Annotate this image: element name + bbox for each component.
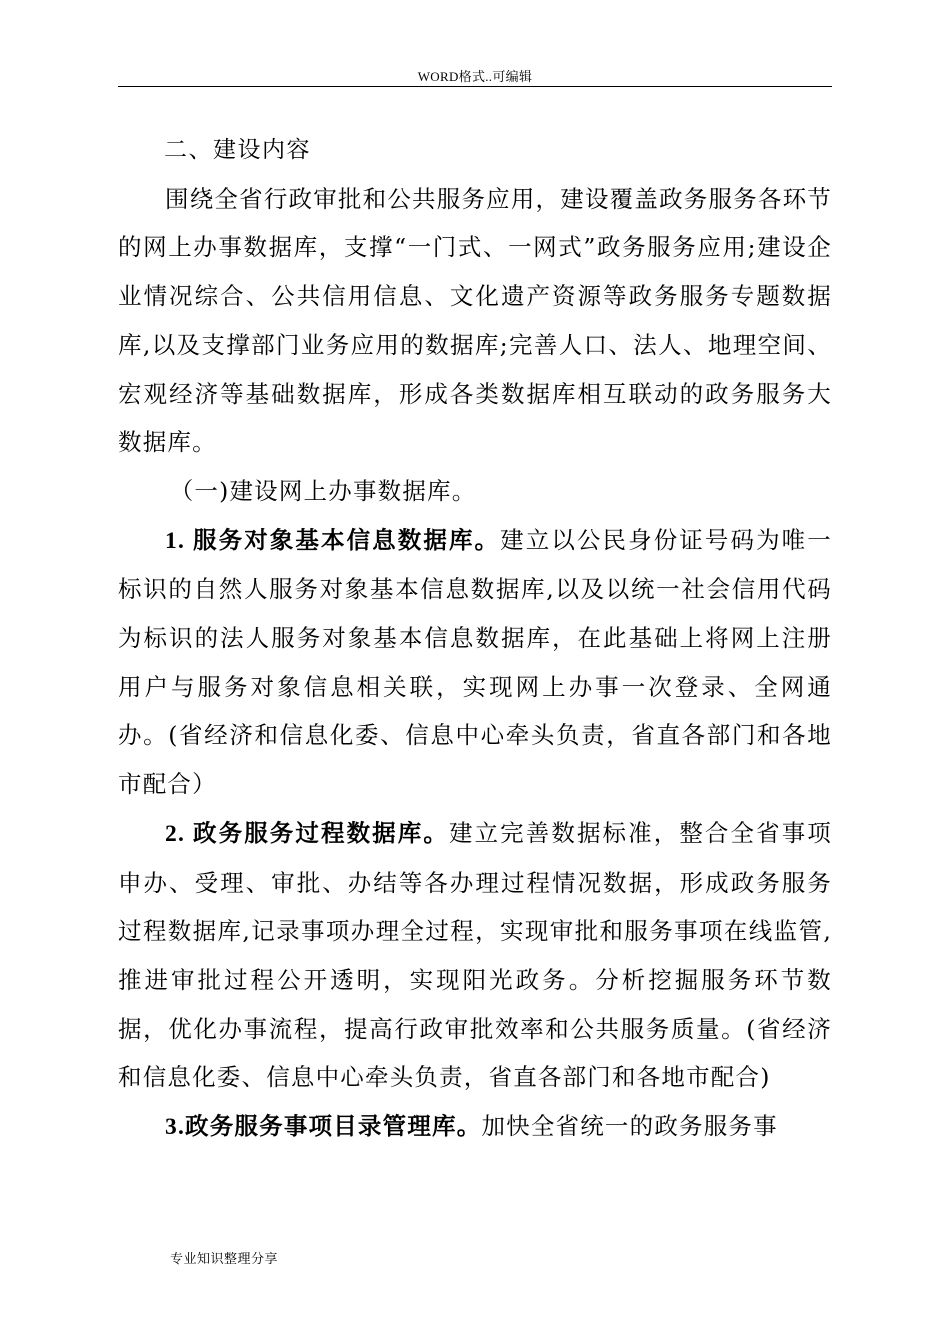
item-title: 服务对象基本信息数据库。 [193, 525, 501, 554]
item-number: 1. [165, 527, 193, 554]
document-body [118, 126, 832, 1152]
header-divider [118, 86, 832, 87]
item-title: 政务服务事项目录管理库。 [185, 1112, 482, 1141]
item-number: 3. [165, 1114, 186, 1141]
item-number: 2. [165, 820, 193, 847]
item-body: 加快全省统一的政务服务事 [481, 1112, 778, 1141]
section-heading: 二、建设内容 [164, 137, 311, 163]
item-title: 政务服务过程数据库。 [193, 818, 449, 847]
page-header: WORD格式..可编辑 [417, 69, 533, 84]
item-paragraph-3 [118, 1102, 832, 1152]
item-paragraph-1 [118, 516, 832, 809]
item-body: 建立以公民身份证号码为唯一标识的自然人服务对象基本信息数据库,以及以统一社会信用代码为标识的法人服务对象基本信息数据库，在此基础上将网上注册用户与服务对象信息相关联，实现网上办事一次登录、全网通办。(省经济和信息化委、信息中心牵头负责，省直各部门和各地市配合） [118, 525, 832, 799]
page-footer: 专业知识整理分享 [170, 1252, 279, 1267]
item-paragraph-2 [118, 809, 832, 1102]
item-body: 建立完善数据标准，整合全省事项申办、受理、审批、办结等各办理过程情况数据，形成政务服务过程数据库,记录事项办理全过程，实现审批和服务事项在线监管,推进审批过程公开透明，实现阳光政务。分析挖掘服务环节数据，优化办事流程，提高行政审批效率和公共服务质量。(省经济和信息化委、信息中心牵头负责，省直各部门和各地市配合) [118, 818, 833, 1092]
intro-paragraph: 围绕全省行政审批和公共服务应用，建设覆盖政务服务各环节的网上办事数据库，支撑“一门式、一网式”政务服务应用;建设企业情况综合、公共信用信息、文化遗产资源等政务服务专题数据库,以及支撑部门业务应用的数据库;完善人口、法人、地理空间、宏观经济等基础数据库，形成各类数据库相互联动的政务服务大数据库。 [118, 184, 832, 457]
subsection-heading: （一)建设网上办事数据库。 [169, 476, 477, 505]
